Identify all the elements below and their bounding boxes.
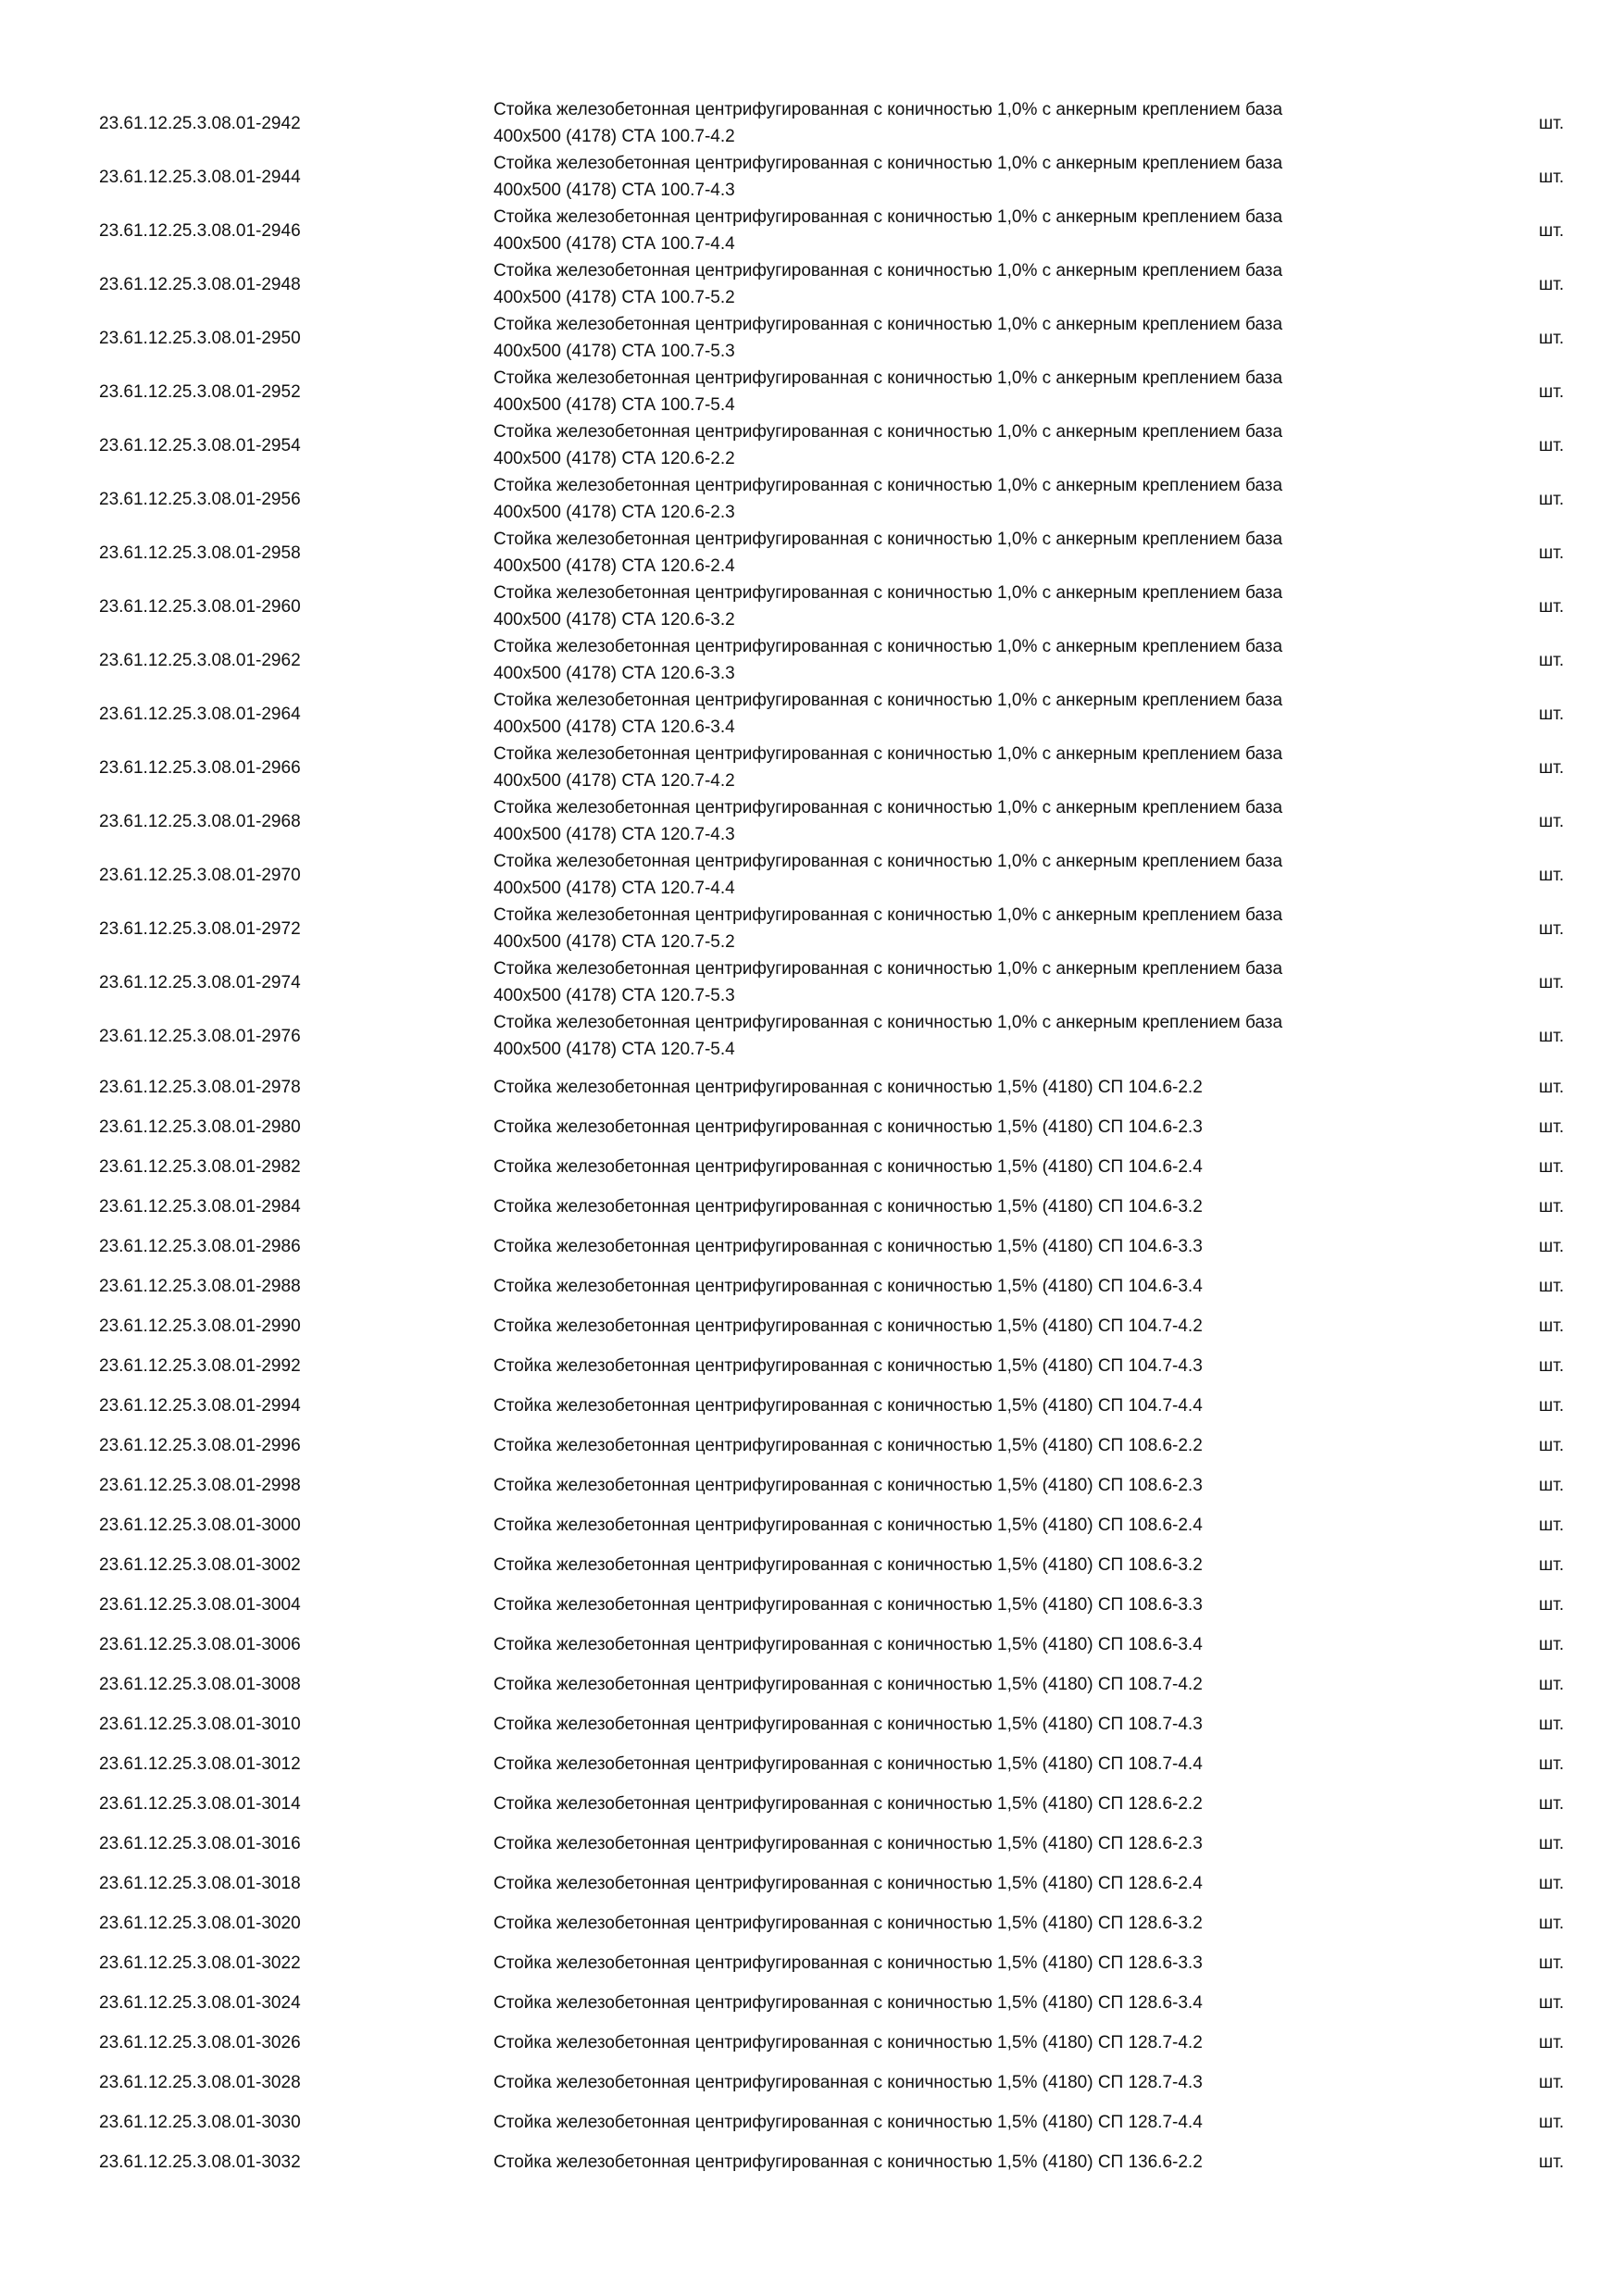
item-description [493,418,1419,472]
table-row [0,1273,1624,1300]
item-description [493,1432,1419,1459]
item-description-line: 400x500 (4178) СТА 120.7-5.2 [493,932,735,952]
item-code: 23.61.12.25.3.08.01-3026 [99,2033,301,2053]
item-code: 23.61.12.25.3.08.01-2990 [99,1316,301,1336]
item-description-line: 400x500 (4178) СТА 120.6-2.3 [493,503,735,522]
item-code: 23.61.12.25.3.08.01-3024 [99,1993,301,2013]
item-description-line: Стойка железобетонная центрифугированная с коничностью 1,5% (4180) СП 104.6-3.3 [493,1237,1203,1256]
item-description [493,1870,1419,1897]
item-description-line: Стойка железобетонная центрифугированная с коничностью 1,5% (4180) СП 128.6-3.2 [493,1914,1203,1933]
item-description [493,741,1419,794]
item-description-line: Стойка железобетонная центрифугированная с коничностью 1,5% (4180) СП 128.7-4.2 [493,2033,1203,2053]
table-row [0,1472,1624,1499]
item-description-line: 400x500 (4178) СТА 100.7-5.2 [493,288,735,307]
item-unit: шт. [1539,1197,1565,1217]
item-code: 23.61.12.25.3.08.01-3012 [99,1754,301,1774]
item-description-line: Стойка железобетонная центрифугированная с коничностью 1,0% с анкерным креплением база [493,368,1283,388]
item-code: 23.61.12.25.3.08.01-2948 [99,274,301,294]
item-description [493,150,1419,204]
item-code: 23.61.12.25.3.08.01-3000 [99,1516,301,1535]
item-description-line: Стойка железобетонная центрифугированная с коничностью 1,5% (4180) СП 128.6-3.4 [493,1993,1203,2013]
item-description [493,1950,1419,1977]
item-description [493,2029,1419,2056]
item-description-line: Стойка железобетонная центрифугированная с коничностью 1,5% (4180) СП 104.7-4.4 [493,1396,1203,1416]
item-description [493,1830,1419,1857]
item-description-line: Стойка железобетонная центрифугированная с коничностью 1,5% (4180) СП 108.6-2.2 [493,1436,1203,1455]
item-description-line: Стойка железобетонная центрифугированная с коничностью 1,5% (4180) СП 104.6-2.3 [493,1117,1203,1137]
table-row [0,955,1624,1009]
item-code: 23.61.12.25.3.08.01-2996 [99,1436,301,1455]
item-description-line: Стойка железобетонная центрифугированная с коничностью 1,0% с анкерным креплением база [493,905,1283,925]
table-row [0,848,1624,902]
item-description [493,848,1419,902]
item-code: 23.61.12.25.3.08.01-3022 [99,1953,301,1973]
item-unit: шт. [1539,1117,1565,1137]
table-row [0,1990,1624,2016]
item-description-line: Стойка железобетонная центрифугированная с коничностью 1,5% (4180) СП 108.7-4.2 [493,1675,1203,1694]
item-unit: шт. [1539,2073,1565,2092]
item-description [493,204,1419,257]
item-unit: шт. [1539,1396,1565,1416]
item-unit: шт. [1539,435,1565,455]
item-code: 23.61.12.25.3.08.01-2978 [99,1078,301,1097]
item-description [493,96,1419,150]
table-row [0,1830,1624,1857]
table-row [0,1009,1624,1063]
item-code: 23.61.12.25.3.08.01-2950 [99,328,301,348]
item-description-line: Стойка железобетонная центрифугированная с коничностью 1,5% (4180) СП 108.6-3.3 [493,1595,1203,1615]
item-description [493,1074,1419,1101]
item-unit: шт. [1539,1675,1565,1694]
item-unit: шт. [1539,972,1565,992]
item-description [493,1791,1419,1817]
item-description [493,1353,1419,1379]
item-unit: шт. [1539,1715,1565,1734]
table-row [0,1870,1624,1897]
table-row [0,526,1624,580]
table-row [0,150,1624,204]
item-description [493,687,1419,741]
item-code: 23.61.12.25.3.08.01-2968 [99,811,301,831]
item-unit: шт. [1539,328,1565,348]
item-description-line: Стойка железобетонная центрифугированная с коничностью 1,0% с анкерным креплением база [493,422,1283,442]
table-row [0,257,1624,311]
item-unit: шт. [1539,1555,1565,1575]
item-description [493,902,1419,955]
item-description-line: 400x500 (4178) СТА 120.6-2.2 [493,449,735,468]
item-description [493,1392,1419,1419]
item-description [493,1154,1419,1180]
item-unit: шт. [1539,1026,1565,1046]
item-description-line: Стойка железобетонная центрифугированная с коничностью 1,5% (4180) СП 128.7-4.4 [493,2113,1203,2132]
table-row [0,1711,1624,1738]
item-unit: шт. [1539,1794,1565,1814]
item-code: 23.61.12.25.3.08.01-2980 [99,1117,301,1137]
item-description-line: Стойка железобетонная центрифугированная с коничностью 1,0% с анкерным креплением база [493,207,1283,227]
item-unit: шт. [1539,1953,1565,1973]
item-code: 23.61.12.25.3.08.01-2960 [99,596,301,617]
item-description [493,257,1419,311]
item-description [493,1512,1419,1539]
table-row [0,2149,1624,2176]
item-description [493,794,1419,848]
table-row [0,1671,1624,1698]
item-description-line: Стойка железобетонная центрифугированная с коничностью 1,5% (4180) СП 128.6-2.3 [493,1834,1203,1853]
item-description [493,2109,1419,2136]
item-description [493,1472,1419,1499]
item-code: 23.61.12.25.3.08.01-2966 [99,757,301,778]
item-description [493,472,1419,526]
item-code: 23.61.12.25.3.08.01-2992 [99,1356,301,1376]
item-description-line: 400x500 (4178) СТА 120.6-3.3 [493,664,735,683]
table-row [0,1432,1624,1459]
item-code: 23.61.12.25.3.08.01-2970 [99,865,301,885]
item-description [493,1233,1419,1260]
item-unit: шт. [1539,1237,1565,1256]
item-unit: шт. [1539,274,1565,294]
item-code: 23.61.12.25.3.08.01-2958 [99,543,301,563]
table-row [0,741,1624,794]
item-code: 23.61.12.25.3.08.01-3014 [99,1794,301,1814]
item-description-line: Стойка железобетонная центрифугированная с коничностью 1,5% (4180) СП 108.6-2.3 [493,1476,1203,1495]
item-description [493,1009,1419,1063]
item-unit: шт. [1539,1356,1565,1376]
item-code: 23.61.12.25.3.08.01-2986 [99,1237,301,1256]
item-description-line: Стойка железобетонная центрифугированная с коничностью 1,5% (4180) СП 108.6-3.4 [493,1635,1203,1654]
item-description-line: Стойка железобетонная центрифугированная с коничностью 1,5% (4180) СП 104.6-3.4 [493,1277,1203,1296]
item-code: 23.61.12.25.3.08.01-2984 [99,1197,301,1217]
table-row [0,1950,1624,1977]
table-row [0,365,1624,418]
item-unit: шт. [1539,2113,1565,2132]
item-description-line: Стойка железобетонная центрифугированная с коничностью 1,5% (4180) СП 136.6-2.2 [493,2152,1203,2172]
item-description-line: 400x500 (4178) СТА 120.7-5.3 [493,986,735,1005]
table-row [0,418,1624,472]
item-description-line: Стойка железобетонная центрифугированная с коничностью 1,0% с анкерным креплением база [493,959,1283,979]
table-row [0,794,1624,848]
item-code: 23.61.12.25.3.08.01-2972 [99,918,301,939]
item-code: 23.61.12.25.3.08.01-2942 [99,113,301,133]
item-code: 23.61.12.25.3.08.01-3004 [99,1595,301,1615]
item-unit: шт. [1539,220,1565,241]
item-description-line: 400x500 (4178) СТА 120.6-2.4 [493,556,735,576]
item-description-line: Стойка железобетонная центрифугированная с коничностью 1,5% (4180) СП 108.7-4.4 [493,1754,1203,1774]
table-row [0,311,1624,365]
table-row [0,1791,1624,1817]
item-unit: шт. [1539,596,1565,617]
item-unit: шт. [1539,1476,1565,1495]
table-row [0,96,1624,150]
item-description-line: 400x500 (4178) СТА 100.7-4.4 [493,234,735,254]
item-description [493,1990,1419,2016]
item-description [493,1631,1419,1658]
item-description-line: Стойка железобетонная центрифугированная с коничностью 1,5% (4180) СП 108.6-2.4 [493,1516,1203,1535]
table-row [0,1074,1624,1101]
item-unit: шт. [1539,1316,1565,1336]
item-code: 23.61.12.25.3.08.01-2998 [99,1476,301,1495]
table-row [0,1353,1624,1379]
item-description [493,365,1419,418]
item-description [493,1552,1419,1578]
item-description-line: Стойка железобетонная центрифугированная с коничностью 1,5% (4180) СП 104.7-4.3 [493,1356,1203,1376]
item-code: 23.61.12.25.3.08.01-3016 [99,1834,301,1853]
table-row [0,902,1624,955]
item-description [493,311,1419,365]
item-code: 23.61.12.25.3.08.01-2956 [99,489,301,509]
item-description [493,580,1419,633]
item-description-line: Стойка железобетонная центрифугированная с коничностью 1,5% (4180) СП 128.7-4.3 [493,2073,1203,2092]
item-unit: шт. [1539,1078,1565,1097]
table-row [0,1552,1624,1578]
item-unit: шт. [1539,650,1565,670]
item-description-line: Стойка железобетонная центрифугированная с коничностью 1,5% (4180) СП 108.6-3.2 [493,1555,1203,1575]
item-unit: шт. [1539,1157,1565,1177]
item-description [493,633,1419,687]
item-description-line: Стойка железобетонная центрифугированная с коничностью 1,5% (4180) СП 104.6-3.2 [493,1197,1203,1217]
item-code: 23.61.12.25.3.08.01-3032 [99,2152,301,2172]
item-code: 23.61.12.25.3.08.01-2952 [99,381,301,402]
item-description-line: 400x500 (4178) СТА 120.6-3.4 [493,718,735,737]
item-unit: шт. [1539,757,1565,778]
item-description [493,955,1419,1009]
item-unit: шт. [1539,113,1565,133]
table-row [0,2109,1624,2136]
item-unit: шт. [1539,1516,1565,1535]
item-code: 23.61.12.25.3.08.01-3030 [99,2113,301,2132]
item-description-line: Стойка железобетонная центрифугированная с коничностью 1,0% с анкерным креплением база [493,530,1283,549]
table-row [0,2069,1624,2096]
table-row [0,1233,1624,1260]
table-row [0,204,1624,257]
item-unit: шт. [1539,1635,1565,1654]
item-unit: шт. [1539,543,1565,563]
item-code: 23.61.12.25.3.08.01-3020 [99,1914,301,1933]
item-code: 23.61.12.25.3.08.01-2976 [99,1026,301,1046]
item-description-line: 400x500 (4178) СТА 100.7-5.3 [493,342,735,361]
item-unit: шт. [1539,1754,1565,1774]
item-description [493,1313,1419,1340]
item-code: 23.61.12.25.3.08.01-3028 [99,2073,301,2092]
table-row [0,1114,1624,1141]
item-description-line: Стойка железобетонная центрифугированная с коничностью 1,5% (4180) СП 104.6-2.2 [493,1078,1203,1097]
item-unit: шт. [1539,1993,1565,2013]
item-description-line: Стойка железобетонная центрифугированная с коничностью 1,5% (4180) СП 108.7-4.3 [493,1715,1203,1734]
item-description-line: 400x500 (4178) СТА 100.7-5.4 [493,395,735,415]
item-description [493,1671,1419,1698]
item-description-line: 400x500 (4178) СТА 120.7-4.3 [493,825,735,844]
item-description-line: Стойка железобетонная центрифугированная с коничностью 1,0% с анкерным креплением база [493,852,1283,871]
item-description [493,1591,1419,1618]
item-code: 23.61.12.25.3.08.01-2994 [99,1396,301,1416]
item-description-line: Стойка железобетонная центрифугированная с коничностью 1,5% (4180) СП 128.6-2.2 [493,1794,1203,1814]
item-code: 23.61.12.25.3.08.01-3008 [99,1675,301,1694]
item-code: 23.61.12.25.3.08.01-3010 [99,1715,301,1734]
item-description-line: Стойка железобетонная центрифугированная с коничностью 1,5% (4180) СП 128.6-2.4 [493,1874,1203,1893]
item-description [493,1273,1419,1300]
item-unit: шт. [1539,1277,1565,1296]
item-description [493,1910,1419,1937]
item-code: 23.61.12.25.3.08.01-3002 [99,1555,301,1575]
item-description [493,526,1419,580]
item-unit: шт. [1539,1874,1565,1893]
item-unit: шт. [1539,2033,1565,2053]
item-unit: шт. [1539,1834,1565,1853]
item-description-line: Стойка железобетонная центрифугированная с коничностью 1,0% с анкерным креплением база [493,637,1283,656]
item-code: 23.61.12.25.3.08.01-2964 [99,704,301,724]
item-unit: шт. [1539,489,1565,509]
item-description-line: Стойка железобетонная центрифугированная с коничностью 1,0% с анкерным креплением база [493,583,1283,603]
item-code: 23.61.12.25.3.08.01-2944 [99,167,301,187]
item-description-line: 400x500 (4178) СТА 100.7-4.3 [493,181,735,200]
table-row [0,633,1624,687]
item-description-line: Стойка железобетонная центрифугированная с коничностью 1,5% (4180) СП 104.6-2.4 [493,1157,1203,1177]
item-description-line: Стойка железобетонная центрифугированная с коничностью 1,0% с анкерным креплением база [493,154,1283,173]
item-description-line: Стойка железобетонная центрифугированная с коничностью 1,5% (4180) СП 128.6-3.3 [493,1953,1203,1973]
table-row [0,1313,1624,1340]
table-row [0,472,1624,526]
item-code: 23.61.12.25.3.08.01-3018 [99,1874,301,1893]
item-description-line: Стойка железобетонная центрифугированная с коничностью 1,0% с анкерным креплением база [493,261,1283,281]
item-description-line: Стойка железобетонная центрифугированная с коничностью 1,0% с анкерным креплением база [493,798,1283,817]
table-row [0,1392,1624,1419]
item-description-line: 400x500 (4178) СТА 100.7-4.2 [493,127,735,146]
item-description [493,1751,1419,1778]
item-description-line: 400x500 (4178) СТА 120.7-5.4 [493,1040,735,1059]
table-row [0,1512,1624,1539]
item-description-line: Стойка железобетонная центрифугированная с коничностью 1,5% (4180) СП 104.7-4.2 [493,1316,1203,1336]
item-code: 23.61.12.25.3.08.01-2988 [99,1277,301,1296]
item-description-line: 400x500 (4178) СТА 120.6-3.2 [493,610,735,630]
item-unit: шт. [1539,865,1565,885]
table-row [0,687,1624,741]
item-code: 23.61.12.25.3.08.01-2962 [99,650,301,670]
item-description-line: Стойка железобетонная центрифугированная с коничностью 1,0% с анкерным креплением база [493,315,1283,334]
item-description-line: 400x500 (4178) СТА 120.7-4.2 [493,771,735,791]
item-unit: шт. [1539,1595,1565,1615]
item-code: 23.61.12.25.3.08.01-3006 [99,1635,301,1654]
item-description-line: 400x500 (4178) СТА 120.7-4.4 [493,879,735,898]
item-unit: шт. [1539,918,1565,939]
item-description [493,1711,1419,1738]
table-row [0,580,1624,633]
item-description [493,1193,1419,1220]
item-unit: шт. [1539,1436,1565,1455]
table-row [0,1591,1624,1618]
item-description-line: Стойка железобетонная центрифугированная с коничностью 1,0% с анкерным креплением база [493,744,1283,764]
item-description-line: Стойка железобетонная центрифугированная с коничностью 1,0% с анкерным креплением база [493,100,1283,119]
table-row [0,1193,1624,1220]
item-description [493,2069,1419,2096]
item-description-line: Стойка железобетонная центрифугированная с коничностью 1,0% с анкерным креплением база [493,691,1283,710]
item-description [493,1114,1419,1141]
item-description-line: Стойка железобетонная центрифугированная с коничностью 1,0% с анкерным креплением база [493,476,1283,495]
table-row [0,1751,1624,1778]
item-unit: шт. [1539,811,1565,831]
item-code: 23.61.12.25.3.08.01-2974 [99,972,301,992]
item-code: 23.61.12.25.3.08.01-2954 [99,435,301,455]
table-row [0,2029,1624,2056]
item-unit: шт. [1539,704,1565,724]
item-unit: шт. [1539,167,1565,187]
item-description-line: Стойка железобетонная центрифугированная с коничностью 1,0% с анкерным креплением база [493,1013,1283,1032]
item-unit: шт. [1539,1914,1565,1933]
item-unit: шт. [1539,381,1565,402]
table-row [0,1631,1624,1658]
item-unit: шт. [1539,2152,1565,2172]
item-code: 23.61.12.25.3.08.01-2946 [99,220,301,241]
table-row [0,1910,1624,1937]
table-row [0,1154,1624,1180]
item-code: 23.61.12.25.3.08.01-2982 [99,1157,301,1177]
item-description [493,2149,1419,2176]
